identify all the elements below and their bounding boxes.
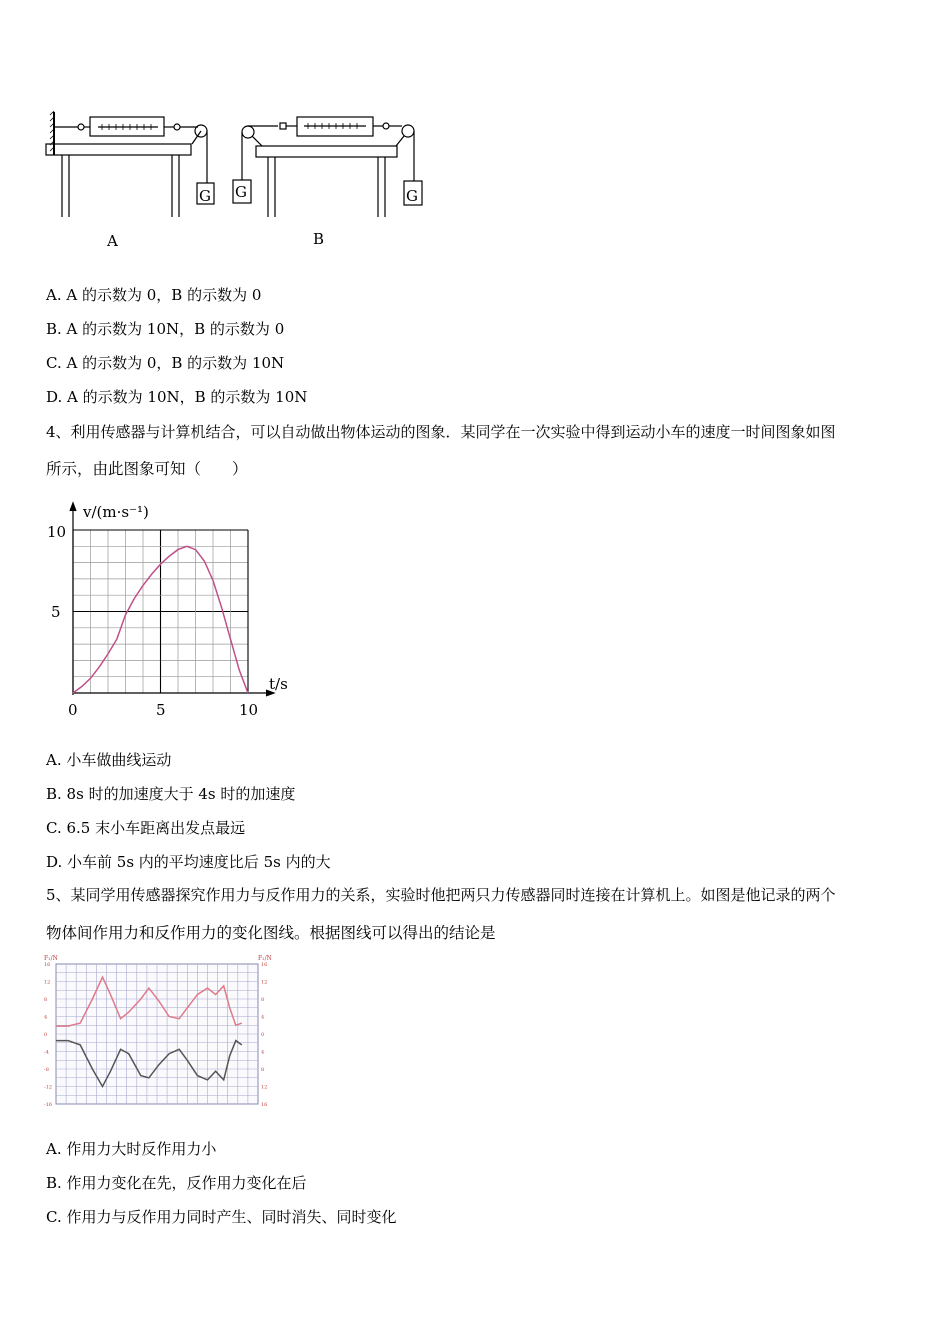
velocity-time-chart: [40, 495, 300, 725]
y-axis-arrow: [70, 503, 76, 511]
q5-option-a: A. 作用力大时反作用力小: [46, 1140, 217, 1158]
weight-label-b-right: G: [406, 187, 418, 205]
y-tick-left: 16: [44, 962, 51, 968]
table-top-b: [256, 146, 397, 157]
y-tick-right: 4: [261, 1014, 265, 1021]
x-axis-label: t/s: [269, 675, 288, 693]
q5-option-b: B. 作用力变化在先，反作用力变化在后: [46, 1174, 307, 1192]
x-tick-5: 5: [156, 701, 166, 719]
q4-option-a: A. 小车做曲线运动: [46, 751, 172, 769]
figure-label-a: A: [107, 232, 118, 250]
y-tick-left: 12: [44, 979, 51, 986]
left-axis-label: F₁/N: [44, 955, 58, 962]
weight-label-a: G: [199, 187, 211, 205]
y-tick-right: 0: [261, 1032, 265, 1038]
y-tick-10: 10: [47, 523, 67, 541]
y-tick-right: 16: [261, 962, 268, 968]
y-tick-left: 4: [44, 1014, 48, 1021]
table-top-a: [46, 144, 191, 155]
y-tick-right: 4: [261, 1049, 265, 1056]
y-tick-right: 12: [261, 1084, 268, 1091]
y-tick-left: 0: [44, 1032, 48, 1038]
y-tick-left: -12: [44, 1084, 53, 1091]
y-tick-right: 8: [261, 1067, 265, 1073]
q5-stem-line2: 物体间作用力和反作用力的变化图线。根据图线可以得出的结论是: [46, 924, 496, 942]
q3-option-a: A. A 的示数为 0，B 的示数为 0: [46, 286, 262, 304]
y-tick-5: 5: [51, 603, 61, 621]
figure-label-b: B: [313, 230, 325, 248]
weight-label-b-left: G: [235, 183, 247, 201]
q4-stem-line2: 所示，由此图象可知（ ）: [46, 460, 248, 478]
spring-scale-apparatus-figure: [40, 95, 440, 255]
q3-option-d: D. A 的示数为 10N，B 的示数为 10N: [46, 388, 308, 406]
y-tick-right: 12: [261, 979, 268, 986]
y-tick-left: -16: [44, 1102, 53, 1108]
y-tick-right: 16: [261, 1102, 268, 1108]
y-tick-right: 8: [261, 997, 265, 1003]
y-tick-left: -8: [44, 1067, 49, 1073]
y-tick-left: 8: [44, 997, 48, 1003]
q4-option-c: C. 6.5 末小车距离出发点最远: [46, 819, 246, 837]
q4-option-b: B. 8s 时的加速度大于 4s 时的加速度: [46, 785, 296, 803]
q3-option-b: B. A 的示数为 10N，B 的示数为 0: [46, 320, 285, 338]
y-axis-label: v/(m·s⁻¹): [83, 503, 149, 521]
q5-option-c: C. 作用力与反作用力同时产生、同时消失、同时变化: [46, 1208, 397, 1226]
y-tick-left: -4: [44, 1049, 49, 1056]
q3-option-c: C. A 的示数为 0，B 的示数为 10N: [46, 354, 285, 372]
force-sensor-chart: [40, 952, 280, 1112]
x-tick-0: 0: [68, 701, 78, 719]
q5-stem-line1: 5、某同学用传感器探究作用力与反作用力的关系，实验时他把两只力传感器同时连接在计算机上。如图是他记录的两个: [46, 886, 836, 904]
right-axis-label: F₂/N: [258, 955, 272, 962]
x-tick-10: 10: [239, 701, 259, 719]
pulley-b-right: [402, 125, 414, 137]
q4-stem-line1: 4、利用传感器与计算机结合，可以自动做出物体运动的图象．某同学在一次实验中得到运动小车的速度一时间图象如图: [46, 423, 836, 441]
q4-option-d: D. 小车前 5s 内的平均速度比后 5s 内的大: [46, 853, 331, 871]
